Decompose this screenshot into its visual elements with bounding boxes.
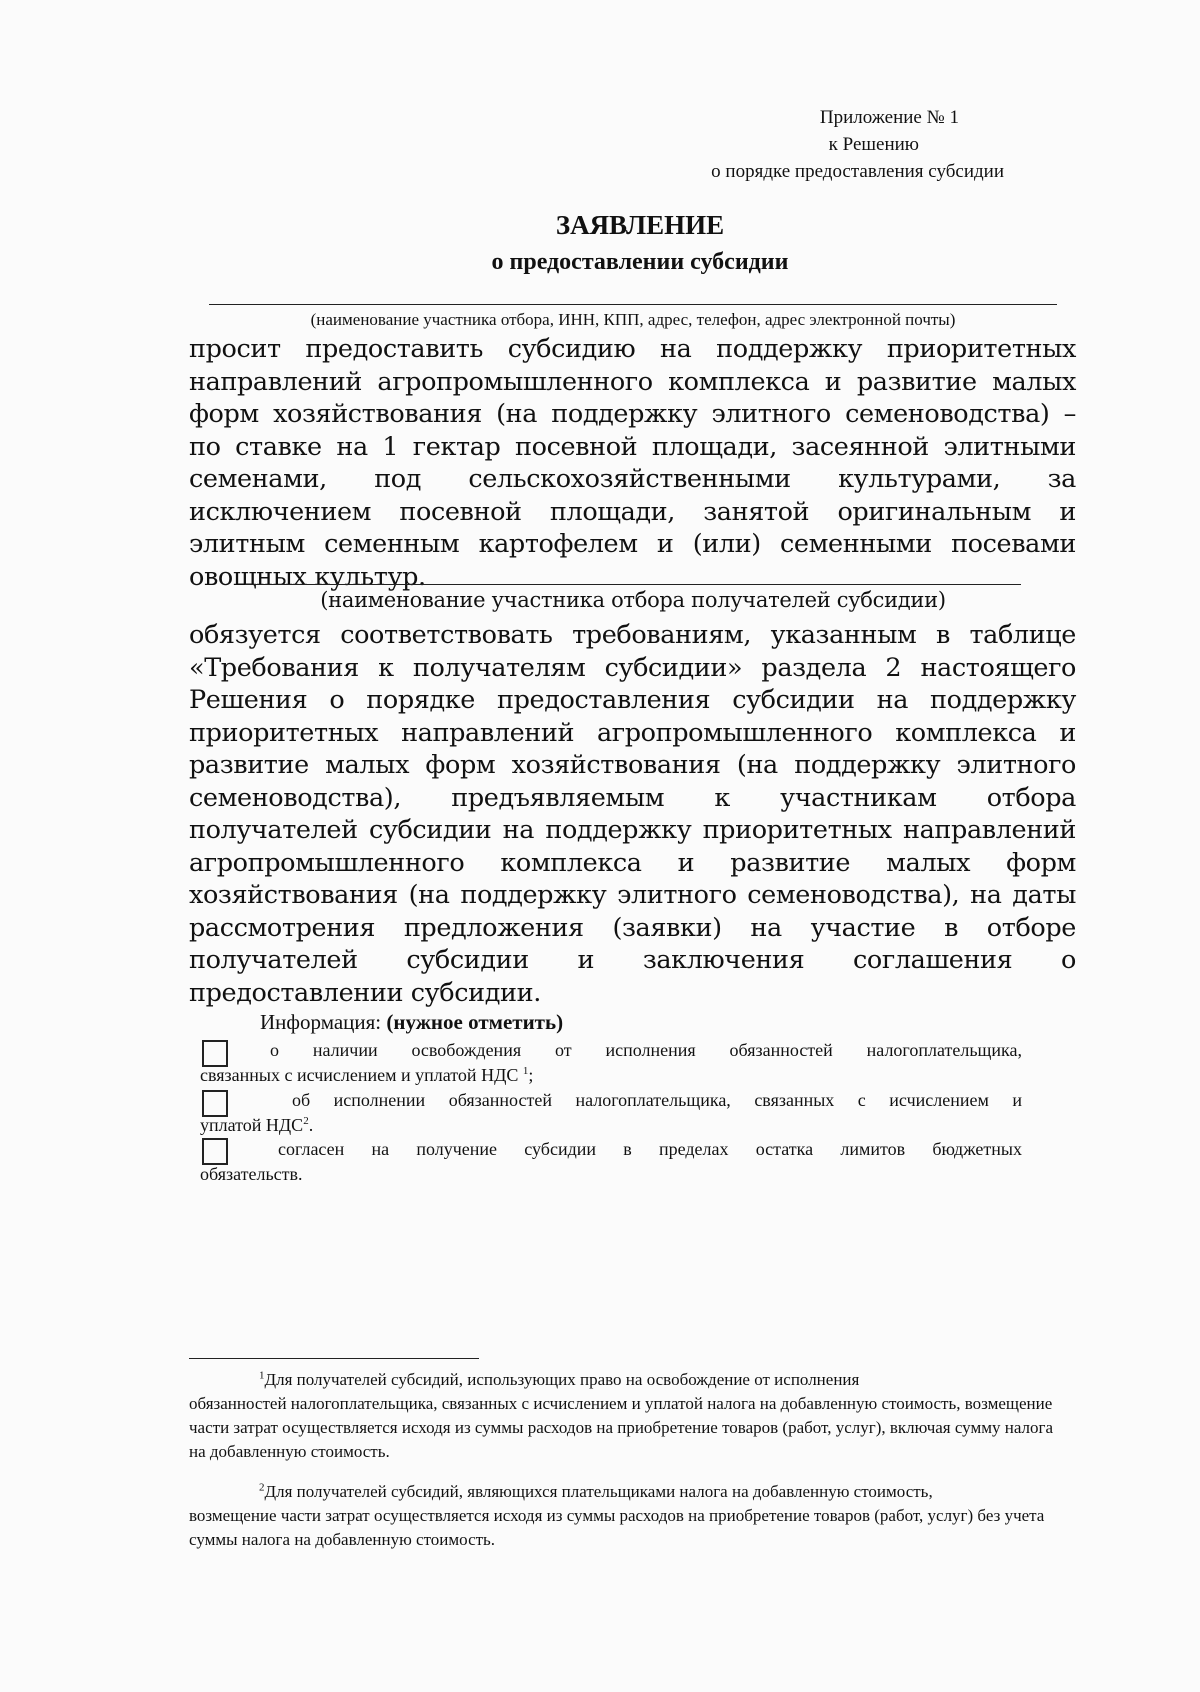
footnote-1 — [189, 1368, 1069, 1464]
footnote-ref: 1 — [522, 1065, 529, 1077]
footnote-mark: 1 — [259, 1369, 265, 1382]
footnote-separator — [189, 1358, 479, 1359]
applicant-name-line — [209, 304, 1057, 305]
annex-line-1: Приложение № 1 — [819, 107, 959, 128]
option-text-rest: обязательств. — [200, 1164, 303, 1184]
info-label: Информация: — [260, 1010, 387, 1034]
footnote-mark: 2 — [259, 1481, 265, 1494]
option-limit-consent — [200, 1137, 1022, 1187]
footnote-text-line1: Для получателей субсидий, использующих право на освобождение от исполнения — [264, 1370, 860, 1389]
annex-line-3: о порядке предоставления субсидии — [711, 161, 1004, 182]
document-title: ЗАЯВЛЕНИЕ — [555, 210, 725, 240]
info-note: (нужное отметить) — [386, 1010, 564, 1034]
annex-header — [584, 104, 1004, 185]
participant-name-caption: (наименование участника отбора получателей субсидии) — [320, 588, 946, 612]
footnote-text-rest: возмещение части затрат осуществляется исходя из суммы расходов на приобретение товаров (работ, услуг) без учета суммы налога на добавленную стоимость. — [189, 1506, 1045, 1549]
info-heading — [260, 1010, 563, 1035]
option-text-line1: согласен на получение субсидии в пределах остатка лимитов бюджетных — [278, 1139, 1022, 1159]
obligation-paragraph: обязуется соответствовать требованиям, указанным в таблице «Требования к получателям субсидии» раздела 2 настоящего Решения о порядке предоставления субсидии на поддержку приоритетных направлений агропромышленного комплекса и развитие малых форм хозяйствования (на поддержку элитного семеноводства), предъявляемым к участникам отбора получателей субсидии на поддержку приоритетных направлений агропромышленного комплекса и развитие малых форм хозяйствования (на поддержку элитного семеноводства), на даты рассмотрения предложения (заявки) на участие в отборе получателей субсидии и заключения соглашения о предоставлении субсидии. — [189, 620, 1076, 1008]
footnote-text-line1: Для получателей субсидий, являющихся плательщиками налога на добавленную стоимость, — [264, 1482, 933, 1501]
footnote-text-rest: обязанностей налогоплательщика, связанных с исчислением и уплатой налога на добавленную стоимость, возмещение части затрат осуществляется исходя из суммы расходов на приобретение товаров (работ, услуг), включая сумму налога на добавленную стоимость. — [189, 1394, 1054, 1461]
document-subtitle: о предоставлении субсидии — [491, 249, 789, 275]
footnote-ref: 2 — [303, 1115, 309, 1127]
option-vat-payment — [200, 1088, 1022, 1138]
annex-line-2: к Решению — [828, 134, 919, 155]
request-paragraph: просит предоставить субсидию на поддержку приоритетных направлений агропромышленного комплекса и развитие малых форм хозяйствования (на поддержку элитного семеноводства) – по ставке на 1 гектар посевной площади, засеянной элитными семенами, под сельскохозяйственными культурами, за исключением посевной площади, занятой оригинальным и элитным семенным картофелем и (или) семенными посевами овощных культур. — [189, 334, 1076, 592]
option-text-tail: ; — [528, 1065, 534, 1085]
participant-name-line — [245, 584, 1021, 585]
option-text-rest: уплатой НДС — [200, 1115, 304, 1135]
option-text-rest: связанных с исчислением и уплатой НДС — [200, 1065, 523, 1085]
footnote-2 — [189, 1480, 1069, 1552]
option-vat-exemption — [200, 1038, 1022, 1088]
applicant-name-caption: (наименование участника отбора, ИНН, КПП, адрес, телефон, адрес электронной почты) — [310, 310, 956, 329]
option-text-tail: . — [308, 1115, 314, 1135]
option-text-line1: об исполнении обязанностей налогоплательщика, связанных с исчислением и — [292, 1090, 1022, 1110]
option-text-line1: о наличии освобождения от исполнения обязанностей налогоплательщика, — [270, 1040, 1022, 1060]
